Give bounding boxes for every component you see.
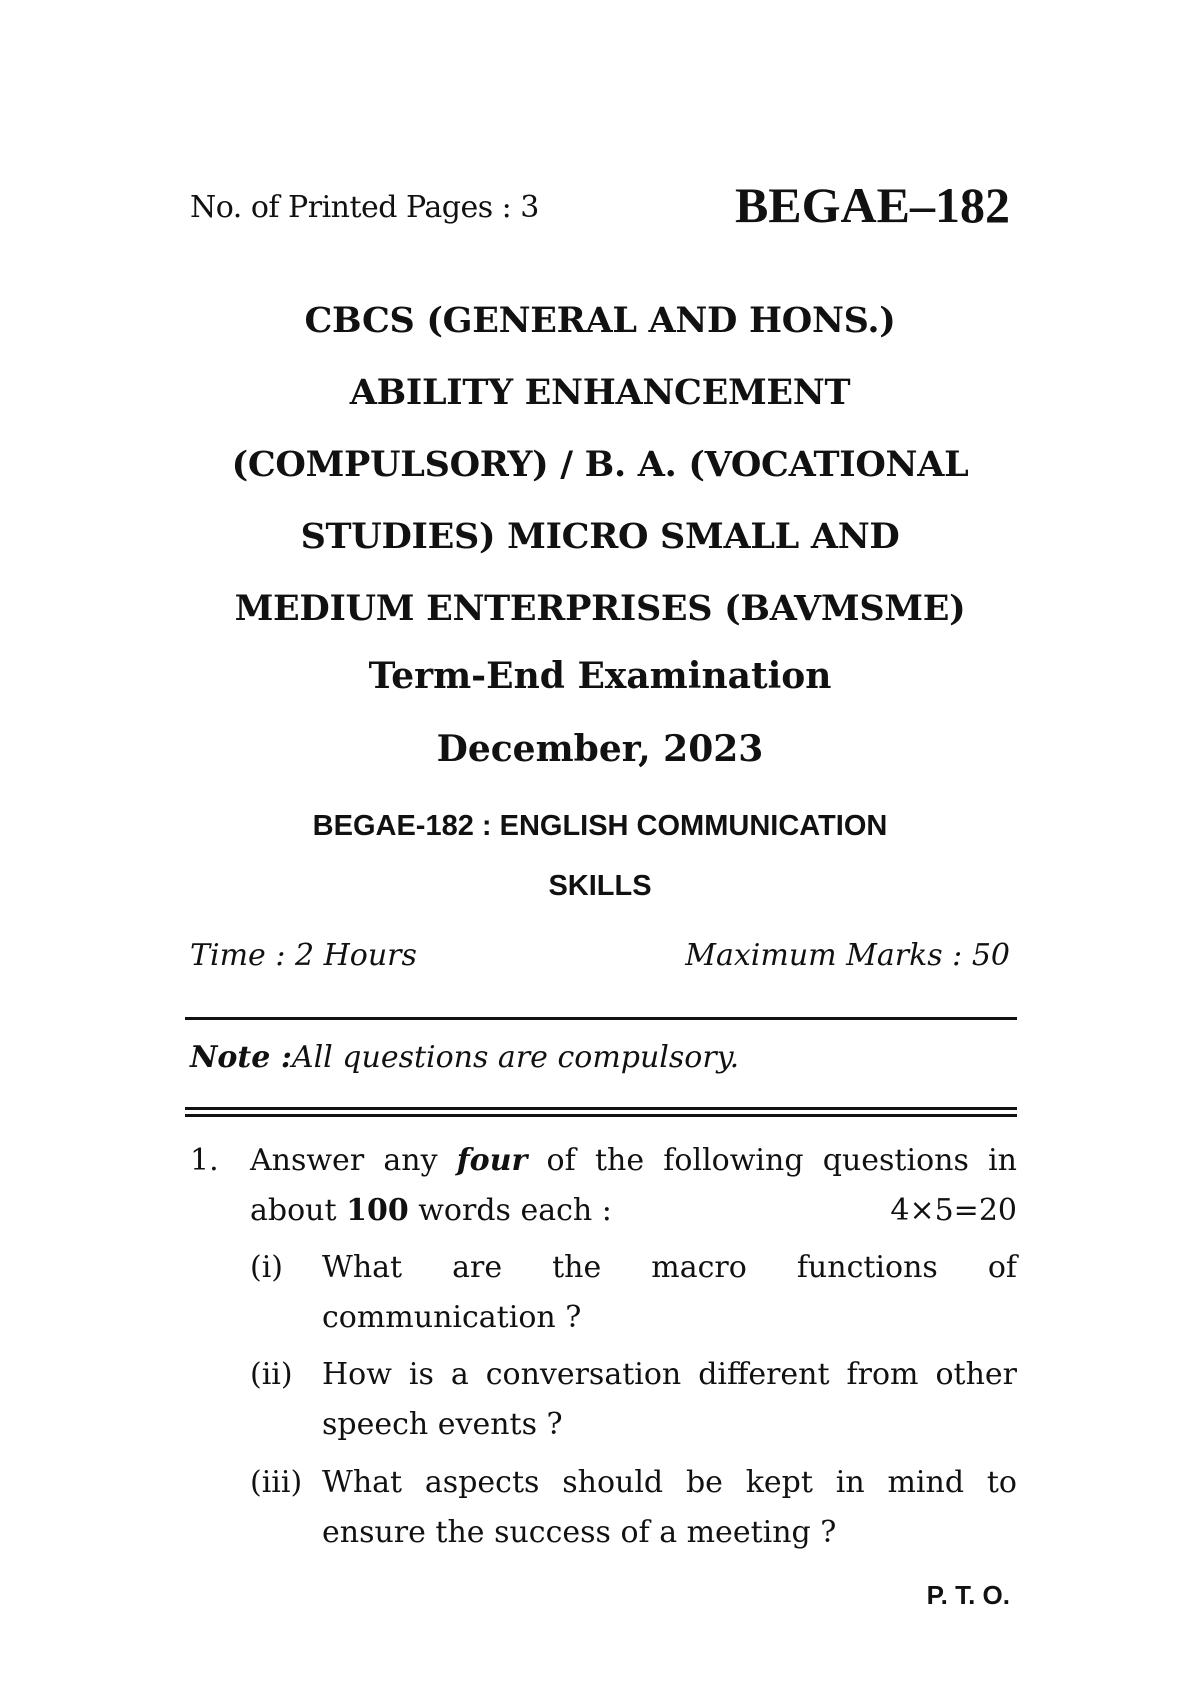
question-emphasis: four — [456, 1143, 528, 1178]
sub-question-line: How is a conversation different from other — [322, 1357, 1017, 1392]
title-line: STUDIES) MICRO SMALL AND — [300, 516, 900, 557]
question-instruction-line1 — [250, 1136, 1017, 1186]
double-divider-bottom — [185, 1114, 1017, 1117]
sub-question-line: What aspects should be kept in mind to — [322, 1465, 1017, 1500]
exam-term: Term-End Examination — [368, 655, 832, 697]
note-line — [190, 1040, 739, 1075]
sub-question-number: (ii) — [250, 1357, 293, 1392]
sub-question-line: ensure the success of a meeting ? — [322, 1515, 837, 1550]
question-text: words each : — [408, 1193, 612, 1228]
note-label: Note : — [190, 1040, 292, 1075]
sub-question-text — [322, 1243, 1017, 1343]
subject-title — [170, 796, 1030, 916]
question-instruction-line2 — [250, 1186, 612, 1236]
exam-date: December, 2023 — [436, 728, 764, 770]
programme-title — [170, 285, 1030, 645]
word-count: 100 — [346, 1193, 409, 1228]
question-number: 1. — [190, 1143, 219, 1178]
subject-line: SKILLS — [548, 870, 652, 902]
subject-line: BEGAE-182 : ENGLISH COMMUNICATION — [312, 810, 888, 842]
title-line: ABILITY ENHANCEMENT — [349, 372, 851, 413]
exam-duration: Time : 2 Hours — [190, 938, 417, 973]
divider-line — [185, 1017, 1017, 1020]
sub-question-number: (i) — [250, 1250, 284, 1285]
course-code-header: BEGAE–182 — [734, 177, 1010, 233]
question-text: about — [250, 1193, 347, 1228]
double-divider-top — [185, 1107, 1017, 1110]
question-text: Answer any — [250, 1143, 457, 1178]
sub-question-text — [322, 1350, 1017, 1450]
title-line: MEDIUM ENTERPRISES (BAVMSME) — [234, 588, 966, 629]
sub-question-line: communication ? — [322, 1300, 582, 1335]
note-text: All questions are compulsory. — [291, 1040, 740, 1075]
title-line: (COMPULSORY) / B. A. (VOCATIONAL — [231, 444, 969, 485]
question-text: of the following questions in — [527, 1143, 1017, 1178]
sub-question-number: (iii) — [250, 1465, 303, 1500]
please-turn-over: P. T. O. — [926, 1580, 1010, 1610]
sub-question-line: speech events ? — [322, 1407, 563, 1442]
sub-question-text — [322, 1458, 1017, 1558]
question-marks: 4×5=20 — [890, 1193, 1017, 1228]
title-line: CBCS (GENERAL AND HONS.) — [304, 300, 896, 341]
printed-pages-count: No. of Printed Pages : 3 — [190, 190, 539, 225]
sub-question-line: What are the macro functions of — [322, 1250, 1017, 1285]
maximum-marks: Maximum Marks : 50 — [685, 938, 1010, 973]
